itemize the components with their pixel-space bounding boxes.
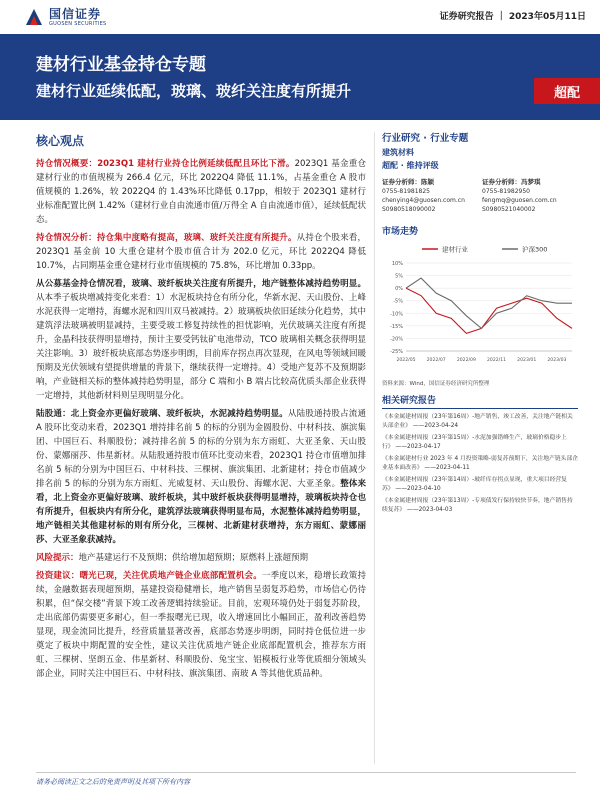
legend-label: 建材行业 [442,245,468,254]
column-divider [374,132,375,764]
para-text: 从陆股通持股占流通 A 股环比变动来看，2023Q1 增持排名前 5 的标的分别为金圆股份、中材科技、旗滨集团、中国巨石、科顺股份；减持排名前 5 的标的分别为东方雨虹、大亚圣象、天山股份、蒙娜丽莎、伟星新材。从陆股通持股市值环比变动来看，2023Q1 持仓市值增加排名前 5 标的分别为中国巨石、中材科技、三棵树、旗滨集团、北新建材；持仓市值减少排名前 5 的标的分别为东方雨虹、光威复材、天山股份、海螺水泥、大亚圣象。 [36,409,366,489]
series-line-building-materials [406,288,572,333]
analyst-phone: 0755-81981825 [382,188,430,195]
analyst-email[interactable]: fengmq@guosen.com.cn [482,197,557,204]
y-tick-label: 0% [395,286,403,293]
x-tick-label: 2023/01 [517,358,537,363]
investment-advice [36,569,366,681]
para-lead: 投资建议：曙光已现，关注优质地产链企业底部配置机会。 [36,571,262,581]
para-text: 一季度以来，稳增长政策持续，金融数据表现超预期，基建投资稳健增长，地产销售呈弱复苏趋势，市场信心仍待积累，但“保交楼”背景下竣工改善逻辑持续验证。目前，宏观环境仍处于弱复苏阶段，走出底部仍需要更多耐心，但一季报曙光已现，收入增速回比小幅回正，盈利改善趋势显现，现金流同比提升，经营质量显著改善，底部态势逐步明朗，同时持仓低位进一步奠定了板块中期配置的安全性，建议关注优质地产链企业底部配置机会，推荐东方雨虹、三棵树、坚朗五金、伟星新材、科顺股份、兔宝宝、铝模板行业等优质细分领域头部企业，同时关注中国巨石、中材科技、旗滨集团、南玻 A 等其他优质品种。 [36,571,366,679]
y-tick-label: 5% [395,273,403,280]
related-reports-list [382,413,578,514]
related-report[interactable]: 《本金属建材周报（23年第14周）-玻纤库存拐点显现，重大项目经营复苏》 ——2023-04-10 [382,477,567,492]
analyst-phone: 0755-81982950 [482,188,530,195]
market-trend-title: 市场走势 [382,227,419,237]
para-text: 地产基建运行不及预期；供给增加超预期；原燃料上涨超预期 [78,553,309,563]
risk-warning [36,551,366,565]
analyst-cert: S0980518090002 [382,206,436,213]
analysts [382,178,578,214]
legend-label: 沪深300 [522,245,548,254]
para-text: 从本季子板块增减持变化来看：1）水泥板块持仓有所分化，华新水泥、天山股份、上峰水泥获得一定增持，海螺水泥和四川双马被减持。2）玻璃板块依旧延续分化趋势，其中建筑浮法玻璃被明显减持，主要受玻工修复持续性的担忧影响，光伏玻璃关注度有所提升，金晶科技获得明显增持，预计主要受钙钛矿电池带动，TCO 玻璃相关概念获得明显关注影响。3）玻纤板块底部态势逐步明朗，目前库存拐点再次显现，在风电等领域回暖预期及光伏领域有望提供增量的背景下，继续获得一定增持。4）受地产复苏不及预期影响，产业链相关标的整体减持趋势明显，部分 C 端和小 B 端占比较高优质头部企业获得一定增持，其他新材料则呈现明显分化。 [36,293,366,401]
report-subtitle: 建材行业延续低配，玻璃、玻纤关注度有所提升 [36,82,352,100]
trend-chart-svg [382,241,578,377]
x-tick-label: 2023/03 [547,358,567,363]
para-lead: 持仓情况分析：持仓集中度略有提高，玻璃、玻纤关注度有所提升。 [36,233,297,243]
x-tick-label: 2022/05 [396,358,416,363]
para-bold: 陆股通：北上资金亦更偏好玻璃、玻纤板块，水泥减持趋势明显。 [36,409,288,419]
y-tick-label: 10% [391,261,403,267]
analyst-name: 证券分析师：陈颖 [382,178,434,186]
analyst-name: 证券分析师：冯梦琪 [482,178,541,186]
core-views [36,132,366,685]
y-tick-label: -10% [390,311,403,318]
side-panel [382,132,578,514]
report-type-date: 证券研究报告 ｜ 2023年05月11日 [439,12,586,22]
industry-research: 行业研究 · 行业专题 [382,133,469,144]
disclaimer-footer: 请务必阅读正文之后的免责声明及其项下所有内容 [36,772,576,787]
analyst-email[interactable]: chenying4@guosen.com.cn [382,197,465,204]
para-lead: 风险提示： [36,553,79,563]
related-report[interactable]: 《本金属建材周报（23年第15周）-水泥加强错峰生产，玻璃价格稳步上行》 ——2023-04-17 [382,435,567,450]
para-bold: 从公募基金持仓情况看，玻璃、玻纤板块关注度有所提升，地产链整体减持趋势明显。 [36,279,366,289]
x-tick-label: 2022/07 [426,358,446,363]
related-report[interactable]: 《本金属建材周报（23年第16周）-地产销售、竣工改善，关注地产链相关头部企业》 ——2023-04-24 [382,414,573,429]
guosen-logo [24,6,107,28]
rating-badge: 超配 [534,78,600,104]
logo-chinese: 国信证券 [49,6,102,21]
fund-holdings [36,277,366,403]
analyst-1 [382,178,478,214]
analyst-cert: S0980521040002 [482,206,536,213]
y-tick-label: -20% [390,336,403,343]
y-tick-label: -15% [390,323,403,330]
rating-maintain: 超配 · 维持评级 [382,161,439,170]
series-line-csi300 [406,278,572,328]
x-tick-label: 2022/09 [456,358,476,363]
guosen-logo-icon [24,7,44,27]
para-text: 从持仓个股来看，2023Q1 基金前 10 大重仓建材个股市值合计为 202.0 亿元，环比 2022Q4 降低 10.7%，占同期基金重仓建材行业市值规模的 75.8%，环比增加 0.33pp。 [36,233,366,271]
related-reports-title: 相关研究报告 [382,393,578,409]
logo-english: GUOSEN SECURITIES [49,20,107,27]
report-title: 建材行业基金持仓专题 [36,55,206,75]
x-tick-label: 2022/11 [486,358,507,363]
top-bar [0,0,600,34]
analyst-2 [482,178,578,214]
title-banner [0,34,600,120]
para-text: 2023Q1 基金重仓建材行业的市值规模为 266.4 亿元，环比 2022Q4 降低 11.1%，占基金重仓 A 股市值规模的 1.26%，较 2022Q4 的 1.43%环比降低 0.17pp，相较于 2023Q1 建材行业标准配置比例 1.42%（建材行业自由流通市值/万得全 A 自由流通市值），延续低配状态。 [36,159,366,225]
related-report[interactable]: 《本金属建材行业 2023 年 4 月投资策略-弱复苏预期下，关注地产链头部企业基本面改善》 ——2023-04-11 [382,456,579,471]
section-title: 核心观点 [36,134,85,148]
sector-name: 建筑材料 [382,148,414,157]
y-tick-label: -5% [393,298,403,305]
y-tick-label: -25% [390,349,403,355]
related-report[interactable]: 《本金属建材周报（23年第13周）-专项债发行保持较快节奏，地产销售持续复苏》 ——2023-04-03 [382,498,573,513]
market-trend-chart [382,241,578,377]
holding-summary [36,157,366,227]
chart-source: 资料来源：Wind，国信证券经济研究所整理 [382,381,490,387]
para-lead: 持仓情况概要：2023Q1 建材行业持仓比例延续低配且环比下滑。 [36,159,295,169]
para-bold-2: 整体来看，北上资金亦更偏好玻璃、玻纤板块，其中玻纤板块获得明显增持，玻璃板块持仓也有所提升，但板块内有所分化，建筑浮法玻璃获得明显布局，水泥整体减持趋势明显，地产链相关其他建材标的则有所分化，三棵树、北新建材获增持，东方雨虹、蒙娜丽莎、大亚圣象获减持。 [36,479,366,545]
northbound-capital [36,407,366,547]
holding-analysis [36,231,366,273]
